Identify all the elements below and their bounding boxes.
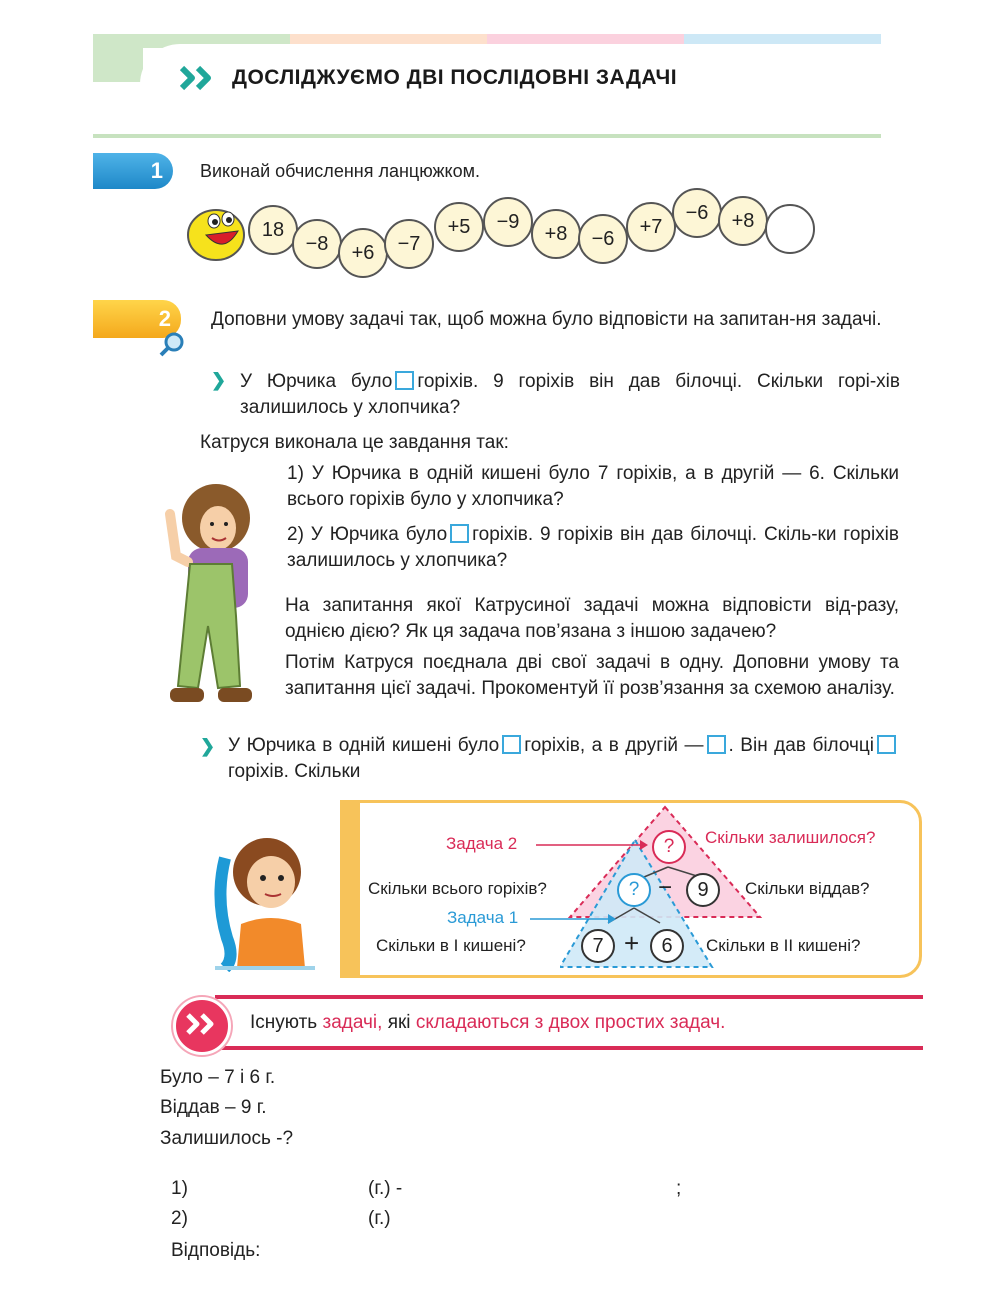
- step-2-number: 2): [171, 1208, 188, 1229]
- scheme-value-6: 6: [650, 929, 684, 963]
- scheme-question-left: ?: [617, 873, 651, 907]
- task-number-1: 1: [93, 153, 173, 189]
- chain-bead: 18: [248, 205, 298, 255]
- chain-bead: −6: [578, 214, 628, 264]
- answer-box[interactable]: [877, 735, 896, 754]
- how-many-total-label: Скільки всього горіхів?: [368, 879, 547, 898]
- chain-bead: −8: [292, 219, 342, 269]
- header-divider: [93, 134, 881, 138]
- chain-bead: −7: [384, 219, 434, 269]
- task-number-2: 2: [93, 300, 181, 338]
- step-2-unit: (г.): [368, 1208, 391, 1229]
- katrusia-intro: Катруся виконала це завдання так:: [200, 432, 509, 453]
- problem-text: горіхів, а в другій —: [524, 735, 704, 756]
- note-line-3[interactable]: Залишилось -?: [160, 1128, 294, 1149]
- rule-highlight: задачі,: [322, 1012, 383, 1033]
- rule-line-bottom: [215, 1046, 923, 1050]
- task2-problem: [240, 369, 900, 421]
- chain-bead: +7: [626, 202, 676, 252]
- step-1-end: ;: [676, 1178, 682, 1199]
- problem-text: білочці: [812, 735, 874, 756]
- double-chevron-icon: [185, 1012, 219, 1036]
- chevron-right-icon: ❯: [200, 736, 216, 756]
- rule-highlight: складаються з двох простих задач.: [415, 1012, 726, 1033]
- double-chevron-icon: [180, 64, 220, 92]
- girl-illustration: [205, 828, 320, 972]
- chain-bead: +8: [718, 196, 768, 246]
- how-many-left-label: Скільки залишилося?: [705, 828, 876, 847]
- chain-answer-bead[interactable]: [765, 204, 815, 254]
- rule-line-top: [215, 995, 923, 999]
- task1-label: Задача 1: [447, 908, 519, 927]
- answer-box[interactable]: [450, 524, 469, 543]
- problem-text: У Юрчика в одній кишені було: [228, 735, 500, 756]
- caterpillar-head-icon: [186, 205, 248, 263]
- chain-bead: −6: [672, 188, 722, 238]
- combined-problem: [228, 733, 899, 785]
- answer-box[interactable]: [707, 735, 726, 754]
- combine-instruction: Потім Катруся поєднала дві свої задачі в одну. Доповни умову та запитання цієї задачі. Прокоментуй її розв’язання за схемою аналізу.: [285, 652, 899, 699]
- answer-box[interactable]: [395, 371, 414, 390]
- problem-text: 2) У Юрчика було: [287, 524, 448, 545]
- task1-instruction: Виконай обчислення ланцюжком.: [200, 161, 481, 181]
- magnifier-icon: [158, 330, 186, 358]
- chain-bead: −9: [483, 197, 533, 247]
- chain-bead: +8: [531, 209, 581, 259]
- sub-problem-1: 1) У Юрчика в одній кишені було 7 горіхів, а в другій — 6. Скільки всього горіхів було у хлопчика?: [287, 463, 899, 510]
- scheme-frame-bar: [340, 800, 360, 978]
- step-1-unit: (г.) -: [368, 1178, 403, 1199]
- arrow-right-icon: [530, 912, 616, 926]
- problem-text: горіхів. 9 горіхів він дав білочці. Скільки горі-хів залишилось у хлопчика?: [240, 371, 900, 418]
- note-line-1[interactable]: Було – 7 і 6 г.: [160, 1067, 276, 1088]
- chain-bead: +6: [338, 228, 388, 278]
- scheme-plus: +: [624, 928, 640, 958]
- scheme-question-top: ?: [652, 830, 686, 864]
- rule-word: Існують: [250, 1012, 318, 1033]
- task2-label: Задача 2: [446, 834, 518, 853]
- task2-intro: Доповни умову задачі так, щоб можна було відповісти на запитан-ня задачі.: [211, 309, 882, 330]
- how-many-gave-label: Скільки віддав?: [745, 879, 870, 898]
- header-corner: [93, 34, 143, 82]
- pocket2-label: Скільки в II кишені?: [706, 936, 861, 955]
- sub-problem-2: [287, 522, 899, 574]
- problem-text: . Він дав: [728, 735, 806, 756]
- scheme-minus: −: [658, 874, 673, 901]
- pocket1-label: Скільки в I кишені?: [376, 936, 526, 955]
- chevron-right-icon: ❯: [211, 370, 227, 390]
- answer-label: Відповідь:: [171, 1240, 261, 1261]
- katrusia-illustration: [152, 476, 262, 712]
- scheme-value-9: 9: [686, 873, 720, 907]
- arrow-right-icon: [536, 838, 648, 852]
- problem-text: У Юрчика було: [240, 371, 393, 392]
- rule-word: які: [387, 1012, 411, 1033]
- note-line-2[interactable]: Віддав – 9 г.: [160, 1097, 267, 1118]
- problem-text: горіхів. 9 горіхів він дав білочці. Скіль-ки горіхів залишилось у хлопчика?: [287, 524, 899, 571]
- step-1-number: 1): [171, 1178, 188, 1199]
- chain-bead: +5: [434, 202, 484, 252]
- rule-text: [250, 1010, 725, 1036]
- analysis-question: На запитання якої Катрусиної задачі можна відповісти від-разу, однією дією? Як ця задача пов’язана з іншою задачею?: [285, 595, 899, 642]
- problem-text: горіхів. Скільки: [228, 761, 361, 782]
- page-title: ДОСЛІДЖУЄМО ДВІ ПОСЛІДОВНІ ЗАДАЧІ: [232, 66, 678, 89]
- answer-box[interactable]: [502, 735, 521, 754]
- scheme-value-7: 7: [581, 929, 615, 963]
